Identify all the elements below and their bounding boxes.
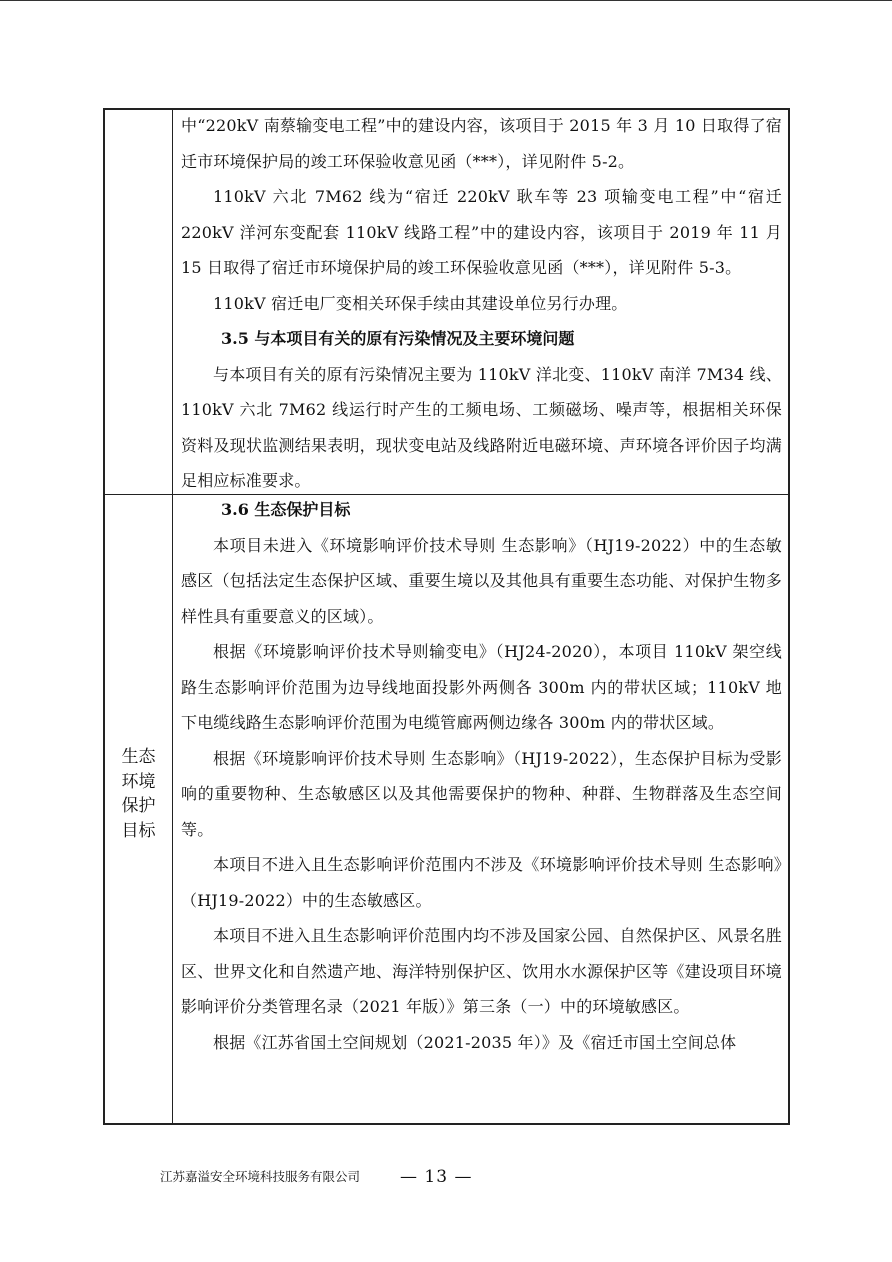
section-heading-3-6: 3.6 生态保护目标 <box>221 500 351 519</box>
page-top-border <box>0 0 892 1</box>
page-number: — 13 — <box>400 1167 473 1187</box>
table-row-ecology-targets <box>105 495 788 1123</box>
paragraph-original-pollution: 与本项目有关的原有污染情况主要为 110kV 洋北变、110kV 南洋 7M34 线、110kV 六北 7M62 线运行时产生的工频电场、工频磁场、噪声等，根据相关环保资料及现状监测结果表明，现状变电站及线路附近电磁环境、声环境各评价因子均满足相应标准要求。 <box>181 364 782 490</box>
existing-issues-cell <box>181 108 782 499</box>
row-label-line: 生态 <box>121 747 156 767</box>
table-row-existing-issues <box>105 110 788 495</box>
paragraph-protection-targets: 根据《环境影响评价技术导则 生态影响》（HJ19-2022），生态保护目标为受影响的重要物种、生态敏感区以及其他需要保护的物种、种群、生物群落及生态空间等。 <box>181 748 782 839</box>
ecology-targets-cell <box>181 492 782 1060</box>
footer-company-name: 江苏嘉溢安全环境科技服务有限公司 <box>160 1169 361 1184</box>
page-footer <box>160 1162 560 1192</box>
row-label-line: 保护 <box>121 796 156 816</box>
column-divider <box>172 495 173 1123</box>
column-divider <box>172 110 173 494</box>
paragraph-continuation: 中“220kV 南蔡输变电工程”中的建设内容，该项目于 2015 年 3 月 10 日取得了宿迁市环境保护局的竣工环保验收意见函（***），详见附件 5-2。 <box>181 116 782 171</box>
paragraph-spatial-planning: 根据《江苏省国土空间规划（2021-2035 年）》及《宿迁市国土空间总体 <box>213 1032 737 1052</box>
paragraph-national-parks: 本项目不进入且生态影响评价范围内均不涉及国家公园、自然保护区、风景名胜区、世界文化和自然遗产地、海洋特别保护区、饮用水水源保护区等《建设项目环境影响评价分类管理名录（2021 年版）》第三条（一）中的环境敏感区。 <box>181 926 782 1016</box>
paragraph-evaluation-range: 根据《环境影响评价技术导则输变电》（HJ24-2020），本项目 110kV 架空线路生态影响评价范围为边导线地面投影外两侧各 300m 内的带状区域；110kV 地下电缆线路生态影响评价范围为电缆管廊两侧边缘各 300m 内的带状区域。 <box>181 642 782 732</box>
paragraph-sensitive-area: 本项目未进入《环境影响评价技术导则 生态影响》（HJ19-2022）中的生态敏感区（包括法定生态保护区域、重要生境以及其他具有重要生态功能、对保护生物多样性具有重要意义的区域）。 <box>181 535 782 626</box>
section-heading-3-5: 3.5 与本项目有关的原有污染情况及主要环境问题 <box>221 329 575 348</box>
content-table <box>103 108 790 1125</box>
paragraph-power-plant: 110kV 宿迁电厂变相关环保手续由其建设单位另行办理。 <box>213 293 628 313</box>
paragraph-not-involved: 本项目不进入且生态影响评价范围内不涉及《环境影响评价技术导则 生态影响》（HJ19-2022）中的生态敏感区。 <box>181 855 782 910</box>
row-label-ecology <box>105 745 172 843</box>
row-label-line: 目标 <box>121 820 156 841</box>
paragraph-liubei-line: 110kV 六北 7M62 线为“宿迁 220kV 耿车等 23 项输变电工程”中“宿迁 220kV 洋河东变配套 110kV 线路工程”中的建设内容，该项目于 2019 年 11 月 15 日取得了宿迁市环境保护局的竣工环保验收意见函（***），详见附件 5-3。 <box>181 187 782 277</box>
row-label-line: 环境 <box>121 771 156 792</box>
